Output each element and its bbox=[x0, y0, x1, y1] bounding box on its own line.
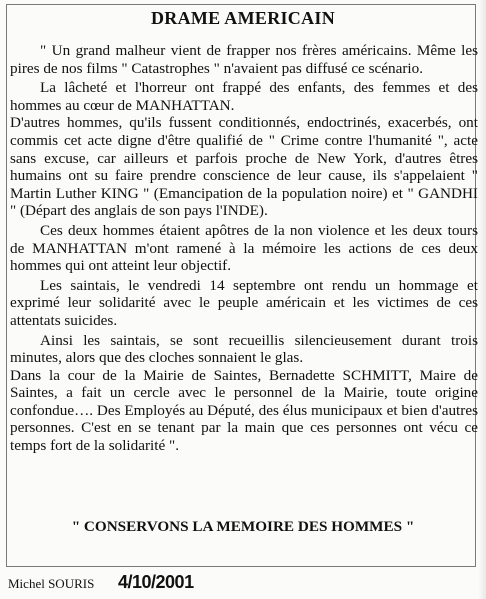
paragraph-6: Ainsi les saintais, se sont recueillis silencieusement durant trois minutes, alors que des cloches sonnaient le glas. bbox=[10, 331, 478, 367]
article-title: DRAME AMERICAIN bbox=[151, 8, 335, 28]
paragraph-5: Les saintais, le vendredi 14 septembre ont rendu un hommage et exprimé leur solidarité avec le peuple américain et les victimes de ces attentats suicides. bbox=[10, 276, 478, 329]
date-stamp: 4/10/2001 bbox=[118, 572, 194, 592]
paragraph-3: D'autres hommes, qu'ils fussent conditionnés, endoctrinés, exacerbés, ont commis cet acte digne d'être qualifié de " Crime contre l'humanité ", acte sans excuse, car ailleurs et parfois proche de New York, d'autres êtres humains ont su faire prendre conscience de leur cause, ils s'appelaient " Martin Luther KING " (Emancipation de la population noire) et " GANDHI " (Départ des anglais de son pays l'INDE). bbox=[10, 114, 478, 220]
author-signature: Michel SOURIS bbox=[8, 576, 95, 591]
paragraph-4: Ces deux hommes étaient apôtres de la non violence et les deux tours de MANHATTAN m'ont ramené à la mémoire les actions de ces deux hommes qui ont atteint leur objectif. bbox=[10, 221, 478, 275]
paragraph-2: La lâcheté et l'horreur ont frappé des enfants, des femmes et des hommes au cœur de MANHATTAN. bbox=[10, 79, 478, 114]
scan-shadow-edge bbox=[478, 0, 486, 599]
closing-motto: " CONSERVONS LA MEMOIRE DES HOMMES " bbox=[71, 518, 415, 535]
paragraph-7: Dans la cour de la Mairie de Saintes, Bernadette SCHMITT, Maire de Saintes, a fait un cercle avec le personnel de la Mairie, toute origine confondue…. Des Employés au Député, des élus municipaux et bien d'autres personnes. C'est en se tenant par la main que ces personnes ont vécu ce temps fort de la solidarité ". bbox=[10, 366, 478, 455]
article-body bbox=[10, 42, 478, 455]
paragraph-1: " Un grand malheur vient de frapper nos frères américains. Même les pires de nos films " Catastrophes " n'avaient pas diffusé ce scénario. bbox=[10, 42, 478, 77]
